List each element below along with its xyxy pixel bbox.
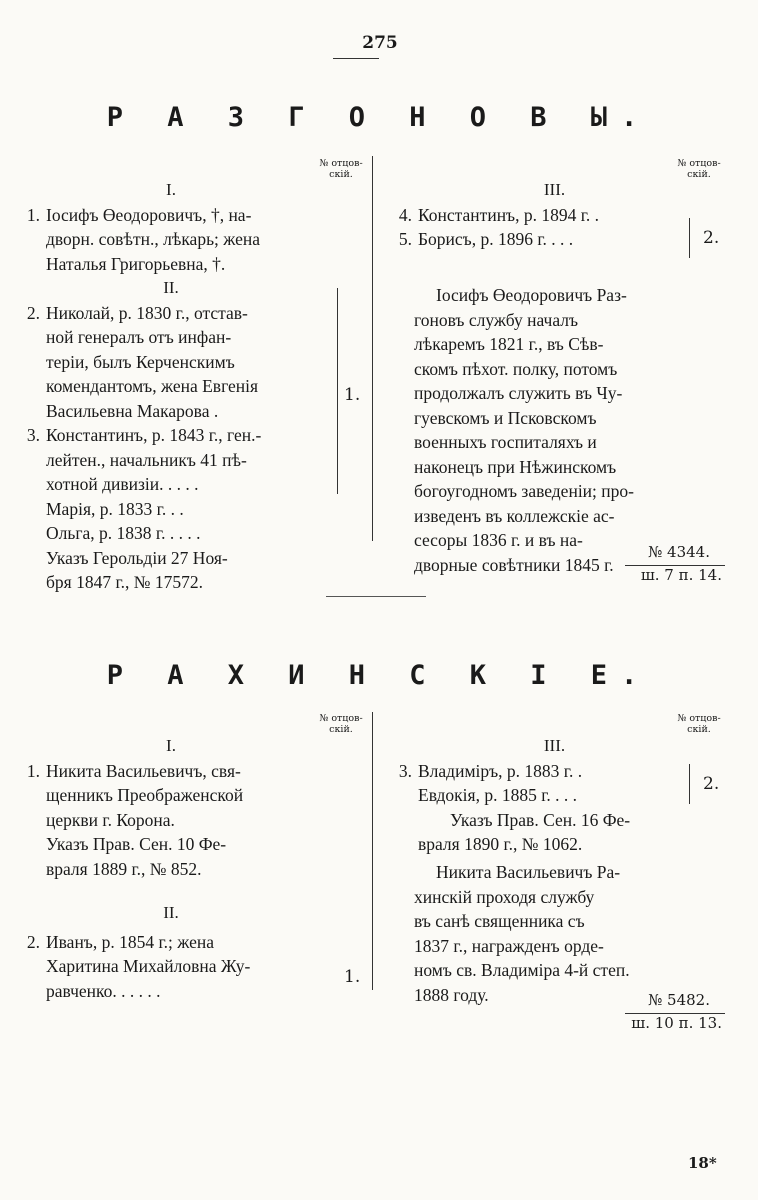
- entry-4: [382, 783, 682, 808]
- entry-line: ной генералъ отъ инфан-: [46, 327, 232, 347]
- note-line: 1888 году.: [414, 984, 489, 1005]
- signature-mark: 18*: [688, 1154, 717, 1172]
- entry-number: 4.: [398, 204, 412, 225]
- entry-1: [10, 759, 332, 833]
- page-number: 275: [362, 33, 398, 53]
- entry-line: щенникъ Преображенской: [46, 785, 244, 805]
- entry-line: Васильевна Макарова .: [46, 400, 219, 421]
- family-title-rakhinskie: Р А Х И Н С К І Е.: [106, 660, 652, 691]
- generation-iii: III.: [543, 736, 566, 755]
- reference-number: № 4344.: [648, 543, 710, 561]
- entry-number: 3.: [398, 760, 412, 781]
- entry-line: Никита Васильевичъ, свя-: [46, 760, 241, 781]
- entry-3: [10, 423, 332, 546]
- column-label-left: № отцов-скій.: [319, 713, 363, 735]
- entry-line: Харитина Михайловна Жу-: [46, 956, 251, 976]
- entry-line: дворн. совѣтн., лѣкарь; жена: [46, 229, 261, 249]
- entry-line: церкви г. Корона.: [46, 809, 175, 830]
- note-line: Никита Васильевичъ Ра-: [436, 862, 621, 882]
- entry-line: Николай, р. 1830 г., отстав-: [46, 302, 248, 323]
- entry-line: хотной дивизіи. . . . .: [46, 474, 199, 494]
- entry-number: 2.: [26, 931, 40, 952]
- note-line: Іосифъ Өеодоровичъ Раз-: [436, 285, 627, 305]
- reference-location: ш. 10 п. 13.: [631, 1014, 722, 1032]
- note-line: сесоры 1836 г. и въ на-: [414, 530, 583, 550]
- note-line: изведенъ въ коллежскіе ас-: [414, 505, 615, 526]
- ukaz-line: Указъ Герольдіи 27 Ноя-: [46, 547, 228, 568]
- note-line: наконецъ при Нѣжинскомъ: [414, 456, 617, 477]
- note-line: номъ св. Владиміра 4-й степ.: [414, 960, 630, 980]
- entry-line: Владиміръ, р. 1883 г. .: [418, 760, 583, 781]
- column-divider: [372, 712, 373, 990]
- entry-line: Иванъ, р. 1854 г.; жена: [46, 931, 215, 952]
- note-line: хинскій проходя службу: [414, 886, 595, 907]
- ukaz-line: враля 1890 г., № 1062.: [418, 834, 583, 854]
- bracket: [684, 764, 690, 804]
- biography-note: [414, 283, 696, 577]
- column-divider: [372, 156, 373, 541]
- column-label-right: № отцов-скій.: [677, 713, 721, 735]
- note-line: въ санѣ священника съ: [414, 911, 585, 931]
- entry-line: Іосифъ Өеодоровичъ, †, на-: [46, 204, 252, 225]
- father-number: 1.: [344, 967, 361, 987]
- entry-number: 5.: [398, 229, 412, 249]
- entry-2: [10, 301, 332, 424]
- note-line: гоновъ службу началъ: [414, 309, 579, 330]
- razgonovy-right-column: [382, 178, 727, 252]
- entry-3: [382, 759, 682, 784]
- entry-2: [10, 930, 332, 1004]
- rakhinskie-left-column: [10, 734, 362, 1003]
- entry-line: Наталья Григорьевна, †.: [46, 253, 226, 274]
- rakhinskie-right-column: [382, 734, 727, 857]
- razgonovy-left-column: [10, 178, 332, 595]
- generation-iii: III.: [543, 180, 566, 199]
- column-label-right: № отцов-скій.: [677, 158, 721, 180]
- section-divider: [326, 596, 426, 597]
- entry-line: Марія, р. 1833 г. . .: [46, 498, 184, 519]
- entry-line: Евдокія, р. 1885 г. . . .: [418, 785, 578, 805]
- entry-line: лейтен., начальникъ 41 пѣ-: [46, 449, 247, 470]
- biography-note: [414, 860, 696, 1007]
- generation-i: I.: [166, 736, 176, 755]
- entry-1: [10, 203, 332, 277]
- entry-line: Борисъ, р. 1896 г. . . .: [418, 229, 574, 249]
- father-number: 2.: [703, 774, 720, 794]
- generation-ii: II.: [163, 903, 179, 922]
- entry-line: равченко. . . . . .: [46, 980, 161, 1001]
- entry-line: Константинъ, р. 1843 г., ген.-: [46, 425, 262, 445]
- generation-i: I.: [166, 180, 176, 199]
- ukaz-line: Указъ Прав. Сен. 16 Фе-: [450, 809, 631, 830]
- entry-line: комендантомъ, жена Евгенія: [46, 376, 259, 396]
- entry-line: теріи, былъ Керченскимъ: [46, 351, 235, 372]
- entry-line: Константинъ, р. 1894 г. .: [418, 204, 600, 225]
- column-label-left: № отцов-скій.: [319, 158, 363, 180]
- ukaz-line: бря 1847 г., № 17572.: [46, 572, 203, 592]
- entry-number: 3.: [26, 425, 40, 445]
- entry-4: [382, 203, 682, 228]
- note-line: гуевскомъ и Псковскомъ: [414, 407, 597, 428]
- ukaz-line: Указъ Прав. Сен. 10 Фе-: [46, 834, 227, 854]
- generation-ii: II.: [163, 278, 179, 297]
- reference-location: ш. 7 п. 14.: [640, 566, 722, 584]
- father-number: 2.: [703, 228, 720, 248]
- note-line: 1837 г., награжденъ орде-: [414, 935, 604, 956]
- note-line: лѣкаремъ 1821 г., въ Сѣв-: [414, 334, 604, 354]
- entry-line: Ольга, р. 1838 г. . . . .: [46, 523, 201, 543]
- entry-number: 1.: [26, 204, 40, 225]
- note-line: продолжалъ служить въ Чу-: [414, 383, 623, 403]
- ukaz-line: враля 1889 г., № 852.: [46, 858, 202, 879]
- note-line: военныхъ госпиталяхъ и: [414, 432, 597, 452]
- father-number: 1.: [344, 385, 361, 405]
- page-number-rule: [333, 58, 379, 59]
- note-line: скомъ пѣхот. полку, потомъ: [414, 358, 618, 379]
- bracket: [331, 288, 338, 494]
- entry-number: 2.: [26, 302, 40, 323]
- entry-5: [382, 227, 682, 252]
- note-line: дворные совѣтники 1845 г.: [414, 554, 614, 575]
- reference-number: № 5482.: [648, 991, 710, 1009]
- entry-number: 1.: [26, 760, 40, 781]
- family-title-razgonovy: Р А З Г О Н О В Ы.: [106, 102, 652, 133]
- note-line: богоугодномъ заведеніи; про-: [414, 481, 634, 501]
- bracket: [684, 218, 690, 258]
